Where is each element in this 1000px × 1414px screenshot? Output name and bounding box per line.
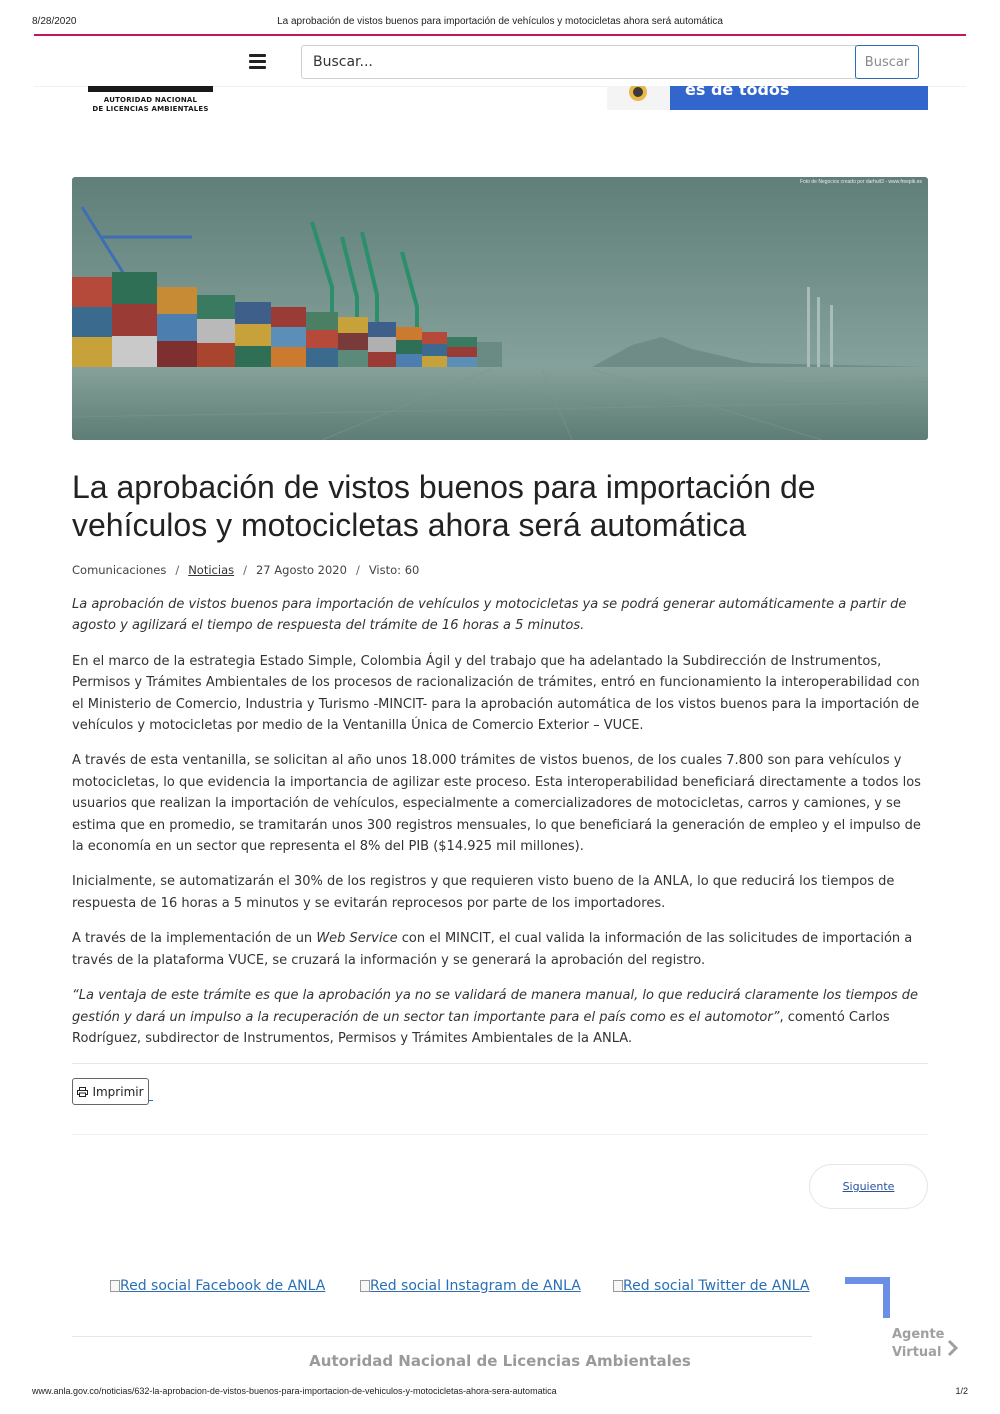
- emphasis-text: Web Service: [316, 931, 398, 947]
- agent-label-line1: Agente: [892, 1327, 945, 1342]
- meta-views: Visto: 60: [368, 563, 420, 577]
- agent-bracket-icon[interactable]: [845, 1277, 890, 1318]
- quote-attribution: , comentó Carlos Rodríguez, subdirector de Instrumentos, Permisos y Trámites Ambientales de la ANLA.: [72, 1009, 890, 1046]
- article-paragraph: En el marco de la estrategia Estado Simple, Colombia Ágil y del trabajo que ha adelantado la Subdirección de Instrumentos, Permisos y Trámites Ambientales de los procesos de racionalización de trámites, entró en funcionamiento la interoperabilidad con el Ministerio de Comercio, Industria y Turismo -MINCIT- para la aprobación automática de los vistos buenos para la importación de vehículos y motocicletas por medio de la Ventanilla Única de Comercio Exterior – VUCE.: [72, 653, 920, 734]
- facebook-link-label: Red social Facebook de ANLA: [120, 1278, 326, 1294]
- meta-category: Comunicaciones: [72, 563, 167, 577]
- article-divider: [72, 1063, 928, 1064]
- printer-icon: [77, 1087, 88, 1097]
- next-article-button[interactable]: Siguiente: [809, 1164, 928, 1209]
- meta-separator: /: [243, 563, 247, 577]
- search-button[interactable]: Buscar: [855, 45, 919, 79]
- logo-text-line2: DE LICENCIAS AMBIENTALES: [92, 105, 209, 113]
- logo-text-line1: AUTORIDAD NACIONAL: [103, 96, 198, 104]
- pagination-divider: [72, 1134, 928, 1135]
- menu-icon[interactable]: [249, 54, 266, 70]
- photo-credit: Foto de Negocios creado por darhuit3 - www.freepik.es: [799, 179, 922, 185]
- paragraph-text: con el MINCIT, el cual valida la información de las solicitudes de importación a través de la plataforma VUCE, se cruzará la información y se generará la aprobación del registro.: [72, 931, 913, 968]
- facebook-link[interactable]: [110, 1278, 325, 1294]
- print-doc-title: La aprobación de vistos buenos para importación de vehículos y motocicletas ahora será automática: [277, 16, 723, 27]
- meta-date: 27 Agosto 2020: [255, 563, 347, 577]
- article-meta: [72, 563, 419, 577]
- footer-org-name: Autoridad Nacional de Licencias Ambientales: [309, 1352, 691, 1370]
- print-button-label: Imprimir: [92, 1084, 144, 1099]
- chevron-right-icon[interactable]: [947, 1339, 959, 1357]
- print-button[interactable]: [72, 1078, 149, 1105]
- instagram-link[interactable]: [360, 1278, 581, 1294]
- article-quote: “La ventaja de este trámite es que la aprobación ya no se validará de manera manual, lo que reducirá claramente los tiempos de gestión y dará un impulso a la recuperación de un sector tan importante para el país como es el automotor”: [72, 988, 919, 1025]
- meta-separator: /: [175, 563, 180, 577]
- print-page-number: 1/2: [955, 1386, 968, 1396]
- gov-crest: [607, 86, 670, 110]
- logo-mark: [88, 86, 213, 92]
- article-paragraph: Inicialmente, se automatizarán el 30% de los registros y que requieren visto bueno de la ANLA, lo que reducirá los tiempos de respuesta de 16 horas a 5 minutos y se evitarán reprocesos por parte de los importadores.: [72, 874, 895, 911]
- meta-separator: /: [355, 563, 360, 577]
- print-url: www.anla.gov.co/noticias/632-la-aprobacion-de-vistos-buenos-para-importacion-de-vehiculos-y-motocicletas-ahora-sera-automatica: [32, 1386, 557, 1396]
- print-link-underline: [149, 1100, 153, 1101]
- hero-image: [72, 177, 928, 440]
- gov-banner[interactable]: [607, 80, 928, 110]
- article-paragraph: A través de esta ventanilla, se solicitan al año unos 18.000 trámites de vistos buenos, de los cuales 7.800 son para vehículos y motocicletas, lo que evidencia la importancia de agilizar este proceso. Esta interoperabilidad beneficiará directamente a todos los usuarios que realizan la importación de vehículos, especialmente a comercializadores de motocicletas, carros y camiones, y se estima que en promedio, se tramitarán unos 300 registros mensuales, lo que beneficiará la generación de empleo y el impulso de la economía en un sector que representa el 8% del PIB ($14.925 mil millones).: [72, 753, 921, 855]
- article-paragraph: [72, 928, 928, 971]
- meta-section-link[interactable]: Noticias: [188, 563, 235, 577]
- broken-image-icon: [360, 1280, 370, 1292]
- agent-label-line2: Virtual: [892, 1345, 942, 1360]
- instagram-link-label: Red social Instagram de ANLA: [370, 1278, 581, 1294]
- paragraph-text: A través de la implementación de un: [72, 931, 317, 947]
- article-body: [72, 594, 928, 1063]
- print-header-rule: [34, 34, 966, 36]
- twitter-link[interactable]: [613, 1278, 809, 1294]
- twitter-link-label: Red social Twitter de ANLA: [623, 1278, 810, 1294]
- article-lead: La aprobación de vistos buenos para importación de vehículos y motocicletas ya se podrá generar automáticamente a partir de agosto y agilizará el tiempo de respuesta del trámite de 16 horas a 5 minutos.: [72, 597, 907, 634]
- footer-divider: [72, 1336, 812, 1337]
- search-input[interactable]: [301, 45, 856, 79]
- broken-image-icon: [110, 1280, 120, 1292]
- article-quote-paragraph: [72, 985, 928, 1049]
- gov-slogan: es de todos: [685, 80, 790, 99]
- article-title: La aprobación de vistos buenos para importación de vehículos y motocicletas ahora será automática: [72, 469, 816, 543]
- broken-image-icon: [613, 1280, 623, 1292]
- print-date: 8/28/2020: [32, 16, 77, 27]
- anla-logo[interactable]: [88, 86, 218, 116]
